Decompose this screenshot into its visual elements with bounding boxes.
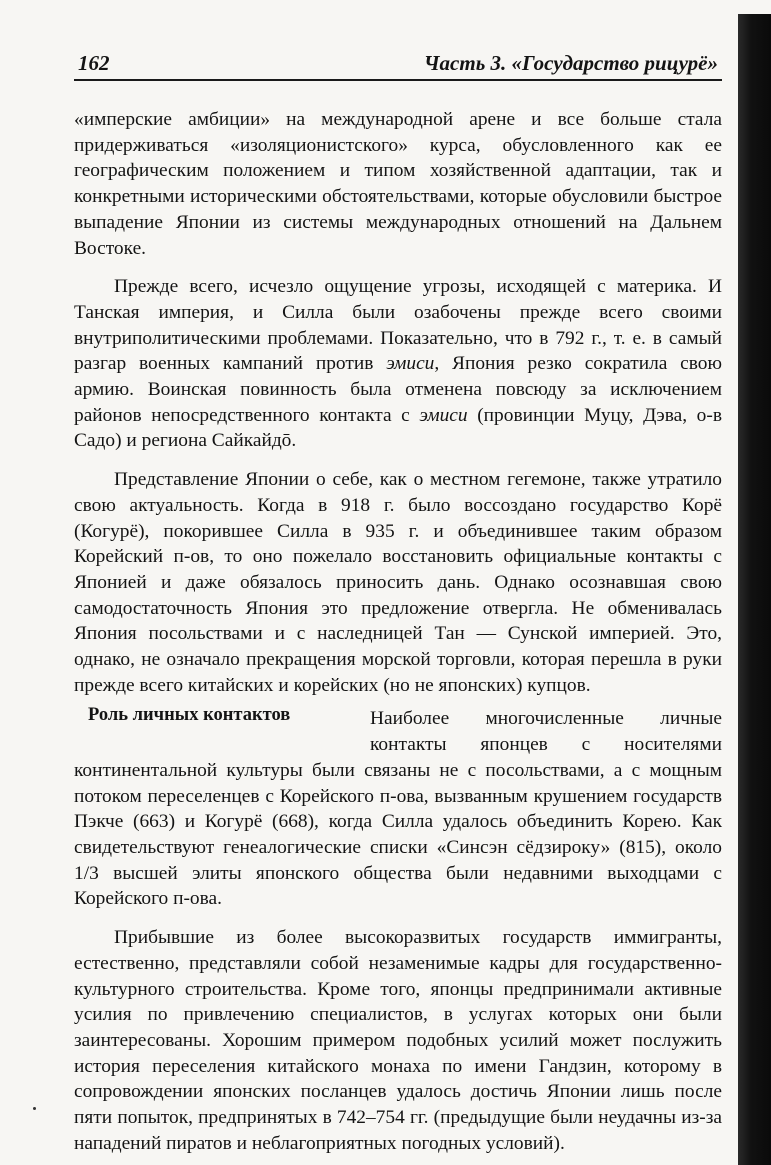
page-number: 162	[78, 51, 110, 75]
running-header	[74, 50, 722, 81]
page-body	[74, 107, 722, 1156]
section-heading: Роль личных контактов	[88, 705, 291, 726]
term-emishi: эмиси	[386, 353, 435, 375]
paragraph-2-part-a: Прежде всего, исчезло ощущение угрозы, исходящей с материка. И Танская империя, и Силла были озабочены прежде всего своими внутриполитическими проблемами. Показательно, что в 792 г., т. е. в самый разгар военных кампаний против	[74, 276, 722, 375]
paragraph-2-part-c: (провинции Муцу, Дэва, о-в Садо) и региона Сайкайдō.	[74, 404, 722, 452]
scan-edge-shadow	[738, 14, 771, 1165]
paragraph-5: Прибывшие из более высокоразвитых государств иммигранты, естественно, представляли собой незаменимые кадры для государственно-культурного строительства. Кроме того, японцы предпринимали активные усилия по привлечению специалистов, в услугах которых они были заинтересованы. Хорошим примером подобных усилий может послужить история переселения китайского монаха по имени Гандзин, которому в сопровождении японских посланцев удалось достичь Японии лишь после пяти попыток, предпринятых в 742–754 гг. (предыдущие были неудачны из-за нападений пиратов и неблагоприятных погодных условий).	[74, 927, 722, 1154]
scan-speck	[33, 1107, 36, 1110]
term-emishi: эмиси	[419, 404, 468, 426]
paragraph-2-part-b: , Япония резко сократила свою армию. Воинская повинность была отменена повсюду за исключением районов непосредственного контакта с	[74, 353, 722, 426]
paragraph-4: Наиболее многочисленные личные контакты японцев с носителями континентальной культуры были связаны не с посольствами, а с мощным потоком переселенцев с Корейского п-ова, вызванным крушением государств Пэкче (663) и Когурё (668), когда Силла удалось объединить Корею. Как свидетельствуют генеалогические списки «Синсэн сёдзироку» (815), около 1/3 высшей элиты японского общества были недавними выходцами с Корейского п-ова.	[74, 708, 722, 910]
paragraph-1: «имперские амбиции» на международной арене и все больше стала придерживаться «изоляционистского» курса, обусловленного как ее географическим положением и типом хозяйственной адаптации, так и конкретными историческими обстоятельствами, которые обусловили быстрое выпадение Японии из системы международных отношений на Дальнем Востоке.	[74, 109, 722, 259]
paragraph-2	[74, 274, 722, 454]
paragraph-3: Представление Японии о себе, как о местном гегемоне, также утратило свою актуальность. Когда в 918 г. было воссоздано государство Корё (Когурё), покорившее Силла в 935 г. и объединившее таким образом Корейский п-ов, то оно пожелало восстановить официальные контакты с Японией и даже обязалось приносить дань. Однако осознавшая свою самодостаточность Япония это предложение отвергла. Не обменивалась Япония посольствами и с наследницей Тан — Сунской империей. Это, однако, не означало прекращения морской торговли, которая перешла в руки прежде всего китайских и корейских (но не японских) купцов.	[74, 469, 722, 696]
book-page	[74, 50, 722, 1156]
running-title: Часть 3. «Государство рицурё»	[423, 51, 718, 75]
